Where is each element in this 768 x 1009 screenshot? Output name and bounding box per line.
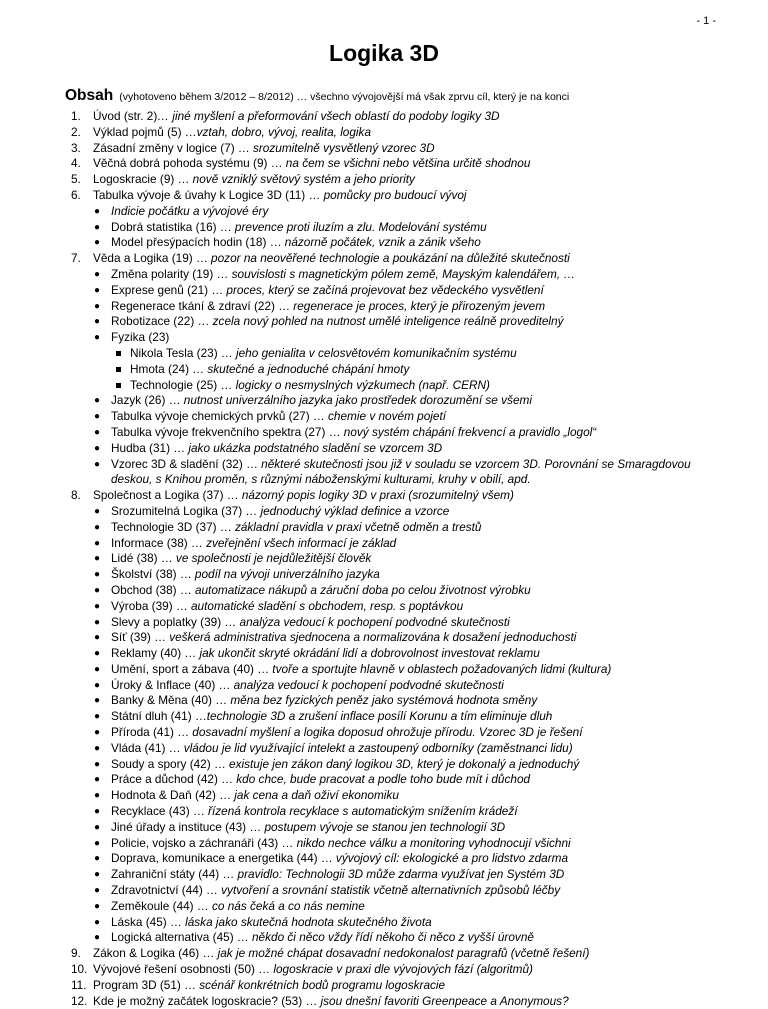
- entry-description: pomůcky pro budoucí vývoj: [323, 187, 467, 202]
- bullet-icon: ●: [94, 600, 101, 612]
- entry-description: jak cena a daň oživí ekonomiku: [234, 788, 399, 803]
- toc-subentry: [0, 504, 768, 520]
- toc-entry: [0, 156, 768, 172]
- entry-number: 8.: [71, 488, 81, 503]
- square-bullet-icon: [116, 383, 121, 388]
- square-bullet-icon: [116, 351, 121, 356]
- bullet-icon: ●: [94, 869, 101, 881]
- toc-entry: [0, 188, 768, 204]
- entry-title: Hmota (24) …: [130, 361, 208, 376]
- toc-entry: [0, 172, 768, 188]
- entry-title: Vývojové řešení osobnosti (50) …: [93, 962, 274, 977]
- bullet-icon: ●: [94, 711, 101, 723]
- entry-title: Příroda (41) …: [111, 725, 193, 740]
- entry-title: Hudba (31) …: [111, 440, 189, 455]
- entry-description: jsou dnešní favoriti Greenpeace a Anonymous?: [320, 993, 569, 1008]
- toc-subentry: [0, 725, 768, 741]
- entry-title: Zeměkoule (44) …: [111, 898, 212, 913]
- entry-title: Jazyk (26) …: [111, 393, 184, 408]
- entry-title: Dobrá statistika (16) …: [111, 219, 235, 234]
- bullet-icon: ●: [94, 932, 101, 944]
- entry-description: technologie 3D a zrušení inflace posílí Korunu a tím eliminuje dluh: [206, 709, 553, 724]
- entry-description: někdo či něco vždy řídí někoho či něco z vyšší úrovně: [251, 930, 534, 945]
- bullet-icon: ●: [94, 742, 101, 754]
- entry-description: názorný popis logiky 3D v praxi (srozumitelný všem): [241, 488, 514, 503]
- toc-subentry: [0, 851, 768, 867]
- entry-title: Zásadní změny v logice (7) …: [93, 140, 253, 155]
- entry-description: co nás čeká a co nás nemine: [211, 898, 365, 913]
- toc-subentry: [0, 204, 768, 220]
- bullet-icon: ●: [94, 663, 101, 675]
- entry-title: Robotizace (22) …: [111, 314, 213, 329]
- entry-description: nutnost univerzálního jazyka jako prostředek dorozumění se všemi: [183, 393, 532, 408]
- entry-description: pravidlo: Technologii 3D může zdarma využívat jen Systém 3D: [237, 867, 565, 882]
- entry-description: ve společnosti je nejdůležitější člověk: [175, 551, 372, 566]
- bullet-icon: ●: [94, 332, 101, 344]
- entry-title: Zahraniční státy (44) …: [111, 867, 238, 882]
- bullet-icon: ●: [94, 853, 101, 865]
- entry-title: Technologie 3D (37) …: [111, 519, 235, 534]
- entry-number: 7.: [71, 251, 81, 266]
- contents-header: [65, 87, 569, 105]
- entry-title: Tabulka vývoje frekvenčního spektra (27) …: [111, 424, 344, 439]
- bullet-icon: ●: [94, 790, 101, 802]
- entry-title: Láska (45) …: [111, 914, 186, 929]
- entry-title: Nikola Tesla (23) …: [130, 345, 236, 360]
- entry-description: chemie v novém pojetí: [328, 409, 447, 424]
- entry-description: nikdo nechce válku a monitoring vyhodnocují všichni: [296, 835, 571, 850]
- bullet-icon: ●: [94, 885, 101, 897]
- toc-subentry: [0, 820, 768, 836]
- bullet-icon: ●: [94, 537, 101, 549]
- contents-heading: Obsah: [65, 87, 114, 104]
- toc-subentry: [0, 235, 768, 251]
- entry-title: Změna polarity (19) …: [111, 266, 232, 281]
- toc-entry: [0, 978, 768, 994]
- entry-number: 5.: [71, 172, 81, 187]
- entry-description: nový systém chápání frekvencí a pravidlo „logol“: [343, 424, 597, 439]
- entry-description: jako ukázka podstatného sladění se vzorcem 3D: [188, 440, 443, 455]
- entry-description: prevence proti iluzím a zlu. Modelování systému: [234, 219, 487, 234]
- entry-description: analýza vedoucí k pochopení podvodné skutečnosti: [239, 614, 510, 629]
- entry-number: 6.: [71, 187, 81, 202]
- toc-entry: [0, 125, 768, 141]
- bullet-icon: ●: [94, 316, 101, 328]
- entry-title: Úvod (str. 2): [93, 109, 158, 123]
- bullet-icon: ●: [94, 442, 101, 454]
- toc-subentry: [0, 441, 768, 457]
- toc-entry: [0, 994, 768, 1009]
- bullet-icon: ●: [94, 395, 101, 407]
- square-bullet-icon: [116, 367, 121, 372]
- bullet-icon: ●: [94, 426, 101, 438]
- toc-subentry: [0, 520, 768, 536]
- entry-number: 9.: [71, 946, 81, 961]
- toc-subentry: [0, 630, 768, 646]
- toc-subentry: [0, 220, 768, 236]
- bullet-icon: ●: [94, 521, 101, 533]
- entry-description: zveřejnění všech informací je základ: [206, 535, 397, 550]
- entry-title: Regenerace tkání & zdraví (22) …: [111, 298, 294, 313]
- entry-description: automatické sladění s obchodem, resp. s poptávkou: [191, 598, 464, 613]
- entry-description: názorně počátek, vznik a zánik všeho: [284, 235, 481, 250]
- toc-subentry: [0, 915, 768, 931]
- bullet-icon: ●: [94, 411, 101, 423]
- page-number: - 1 -: [696, 15, 716, 27]
- entry-title: Výroba (39) …: [111, 598, 191, 613]
- toc-subentry: [0, 425, 768, 441]
- entry-description: logoskracie v praxi dle vývojových fází (algoritmů): [273, 962, 533, 977]
- entry-description: analýza vedoucí k pochopení podvodné skutečnosti: [233, 677, 504, 692]
- entry-title: Vláda (41) …: [111, 740, 184, 755]
- entry-description: řízená kontrola recyklace s automatickým snížením krádeží: [208, 804, 518, 819]
- bullet-icon: ●: [94, 553, 101, 565]
- entry-title: Práce a důchod (42) …: [111, 772, 237, 787]
- entry-number: 2.: [71, 124, 81, 139]
- entry-title: Státní dluh (41) …: [111, 709, 207, 724]
- entry-description: regenerace je proces, který je přirozeným jevem: [293, 298, 546, 313]
- entry-number: 3.: [71, 140, 81, 155]
- bullet-icon: ●: [94, 648, 101, 660]
- entry-description: vytvoření a srovnání statistik včetně alternativních způsobů léčby: [221, 883, 561, 898]
- bullet-icon: ●: [94, 268, 101, 280]
- toc-subentry: [0, 646, 768, 662]
- entry-description: vztah, dobro, vývoj, realita, logika: [196, 124, 372, 139]
- entry-description: vývojový cíl: ekologické a pro lidstvo zdarma: [335, 851, 569, 866]
- toc-entry: [0, 109, 768, 125]
- entry-title: Zdravotnictví (44) …: [111, 883, 222, 898]
- entry-title: Slevy a poplatky (39) …: [111, 614, 240, 629]
- entry-number: 12.: [71, 993, 88, 1008]
- entry-title: Hodnota & Daň (42) …: [111, 788, 235, 803]
- entry-title: Úroky & Inflace (40) …: [111, 677, 234, 692]
- bullet-icon: ●: [94, 821, 101, 833]
- entry-title: Lidé (38) …: [111, 551, 176, 566]
- bullet-icon: ●: [94, 284, 101, 296]
- toc-subentry: [0, 314, 768, 330]
- toc-subentry: [0, 693, 768, 709]
- bullet-icon: ●: [94, 727, 101, 739]
- entry-title: Věčná dobrá pohoda systému (9) …: [93, 156, 286, 171]
- entry-description: na čem se všichni nebo většina určitě shodnou: [285, 156, 531, 171]
- entry-title: Model přesýpacích hodin (18) …: [111, 235, 285, 250]
- entry-description: láska jako skutečná hodnota skutečného života: [185, 914, 432, 929]
- toc-subsubentry: [0, 362, 768, 378]
- entry-description: pozor na neověřené technologie a poukázání na důležité skutečnosti: [211, 251, 570, 266]
- entry-title: Soudy a spory (42) …: [111, 756, 230, 771]
- bullet-icon: ●: [94, 584, 101, 596]
- entry-title: Školství (38) …: [111, 567, 195, 582]
- entry-title: Společnost a Logika (37) …: [93, 488, 242, 503]
- document-title: Logika 3D: [329, 40, 439, 66]
- entry-title: Banky & Měna (40) …: [111, 693, 231, 708]
- entry-description: skutečné a jednoduché chápání hmoty: [207, 361, 410, 376]
- toc-subentry: [0, 930, 768, 946]
- bullet-icon: ●: [94, 237, 101, 249]
- table-of-contents: [0, 109, 768, 1009]
- entry-description: jeho genialita v celosvětovém komunikačním systému: [236, 345, 517, 360]
- toc-subentry: [0, 393, 768, 409]
- entry-title: Jiné úřady a instituce (43) …: [111, 819, 265, 834]
- entry-title: Umění, sport a zábava (40) …: [111, 661, 273, 676]
- toc-subentry: [0, 772, 768, 788]
- bullet-icon: ●: [94, 806, 101, 818]
- bullet-icon: ●: [94, 695, 101, 707]
- toc-entry: [0, 251, 768, 267]
- toc-subentry: [0, 678, 768, 694]
- toc-subentry: [0, 536, 768, 552]
- entry-description: logicky o nesmyslných výzkumech (např. CERN): [235, 377, 490, 392]
- entry-description: srozumitelně vysvětlený vzorec 3D: [252, 140, 435, 155]
- toc-subentry: [0, 457, 701, 489]
- toc-entry: [0, 141, 768, 157]
- entry-description: … jiné myšlení a přeformování všech oblastí do podoby logiky 3D: [157, 109, 500, 123]
- entry-description: jednoduchý výklad definice a vzorce: [260, 503, 450, 518]
- entry-title: Reklamy (40) …: [111, 646, 200, 661]
- toc-subentry: [0, 330, 768, 346]
- entry-number: 4.: [71, 156, 81, 171]
- bullet-icon: ●: [94, 569, 101, 581]
- bullet-icon: ●: [94, 300, 101, 312]
- toc-subentry: [0, 283, 768, 299]
- entry-description: veškerá administrativa sjednocena a normalizována k dosažení jednoduchosti: [169, 630, 577, 645]
- entry-title: Doprava, komunikace a energetika (44) …: [111, 851, 336, 866]
- entry-description: souvislosti s magnetickým pólem země, Mayským kalendářem, …: [231, 266, 576, 281]
- toc-subentry: [0, 299, 768, 315]
- entry-title: Srozumitelná Logika (37) …: [111, 503, 261, 518]
- bullet-icon: ●: [94, 774, 101, 786]
- bullet-icon: ●: [94, 679, 101, 691]
- bullet-icon: ●: [94, 758, 101, 770]
- entry-description: nově vzniklý světový systém a jeho priority: [192, 172, 415, 187]
- entry-description: jak je možné chápat dosavadní nedokonalost paragrafů (včetně řešení): [217, 946, 590, 961]
- entry-description: scénář konkrétních bodů programu logoskracie: [199, 977, 446, 992]
- contents-note: (vyhotoveno během 3/2012 – 8/2012) … všechno vývojovější má však zprvu cíl, který je na konci: [119, 91, 570, 103]
- toc-subentry: [0, 267, 768, 283]
- entry-title: Fyzika (23): [111, 330, 170, 345]
- bullet-icon: ●: [94, 458, 101, 470]
- toc-subentry: [0, 662, 768, 678]
- entry-title: Výklad pojmů (5) …: [93, 124, 197, 139]
- entry-title: Obchod (38) …: [111, 582, 195, 597]
- entry-title: Zákon & Logika (46) …: [93, 946, 218, 961]
- entry-title: Policie, vojsko a záchranáři (43) …: [111, 835, 297, 850]
- bullet-icon: ●: [94, 632, 101, 644]
- entry-description: jak ukončit skryté okrádání lidí a dobrovolnost investovat reklamu: [199, 646, 540, 661]
- entry-description: zcela nový pohled na nutnost umělé inteligence reálně proveditelný: [212, 314, 564, 329]
- entry-description: vládou je lid využívající intelekt a zastoupený odborníky (zaměstnanci lidu): [183, 740, 573, 755]
- entry-title: Věda a Logika (19) …: [93, 251, 212, 266]
- toc-subentry: [0, 788, 768, 804]
- entry-description: měna bez fyzických peněz jako systémová hodnota směny: [230, 693, 538, 708]
- toc-subsubentry: [0, 378, 768, 394]
- toc-subentry: [0, 867, 768, 883]
- entry-title: Technologie (25) …: [130, 377, 236, 392]
- entry-description: základní pravidla v praxi včetně odměn a trestů: [234, 519, 482, 534]
- entry-description: podíl na vývoji univerzálního jazyka: [194, 567, 380, 582]
- entry-description: Indicie počátku a vývojové éry: [111, 203, 269, 218]
- entry-title: Logoskracie (9) …: [93, 172, 193, 187]
- entry-number: 11.: [71, 977, 87, 992]
- entry-number: 10.: [71, 962, 88, 977]
- entry-description: proces, který se začíná projevovat bez vědeckého vysvětlení: [226, 282, 544, 297]
- entry-title: Kde je možný začátek logoskracie? (53) …: [93, 993, 321, 1008]
- entry-title: Síť (39) …: [111, 630, 170, 645]
- toc-subentry: [0, 709, 768, 725]
- bullet-icon: ●: [94, 505, 101, 517]
- entry-description: automatizace nákupů a záruční doba po celou životnost výrobku: [194, 582, 531, 597]
- toc-subentry: [0, 883, 768, 899]
- toc-subentry: [0, 836, 768, 852]
- bullet-icon: ●: [94, 205, 101, 217]
- entry-description: existuje jen zákon daný logikou 3D, který je dokonalý a jednoduchý: [229, 756, 580, 771]
- entry-title: Recyklace (43) …: [111, 804, 209, 819]
- entry-title: Tabulka vývoje chemických prvků (27) …: [111, 409, 329, 424]
- toc-subentry: [0, 804, 768, 820]
- bullet-icon: ●: [94, 916, 101, 928]
- toc-subentry: [0, 583, 768, 599]
- entry-description: tvoře a sportujte hlavně v oblastech požadovaných lidmi (kultura): [272, 661, 612, 676]
- toc-entry: [0, 946, 768, 962]
- bullet-icon: ●: [94, 616, 101, 628]
- entry-title: Program 3D (51) …: [93, 977, 200, 992]
- entry-title: Exprese genů (21) …: [111, 282, 227, 297]
- toc-subentry: [0, 409, 768, 425]
- toc-subsubentry: [0, 346, 768, 362]
- toc-subentry: [0, 551, 768, 567]
- toc-entry: [0, 488, 768, 504]
- entry-description: postupem vývoje se stanou jen technologií 3D: [264, 819, 506, 834]
- toc-subentry: [0, 899, 768, 915]
- entry-number: 1.: [71, 109, 81, 123]
- bullet-icon: ●: [94, 837, 101, 849]
- entry-description: kdo chce, bude pracovat a podle toho bude mít i důchod: [236, 772, 531, 787]
- entry-description: dosavadní myšlení a logika doposud ohrožuje přírodu. Vzorec 3D je řešení: [192, 725, 583, 740]
- toc-subentry: [0, 757, 768, 773]
- toc-subentry: [0, 567, 768, 583]
- toc-subentry: [0, 615, 768, 631]
- entry-description: některé skutečnosti jsou již v souladu se vzorcem 3D. Porovnání se Smaragdovou deskou, s Knihou proměn, s různými náboženskými kulturami, kruhy v obilí, apd.: [111, 456, 691, 487]
- entry-title: Logická alternativa (45) …: [111, 930, 252, 945]
- bullet-icon: ●: [94, 221, 101, 233]
- bullet-icon: ●: [94, 900, 101, 912]
- toc-subentry: [0, 741, 768, 757]
- entry-title: Informace (38) …: [111, 535, 207, 550]
- entry-title: Tabulka vývoje & úvahy k Logice 3D (11) …: [93, 187, 324, 202]
- toc-entry: [0, 962, 768, 978]
- toc-subentry: [0, 599, 768, 615]
- entry-title: Vzorec 3D & sladění (32) …: [111, 456, 262, 471]
